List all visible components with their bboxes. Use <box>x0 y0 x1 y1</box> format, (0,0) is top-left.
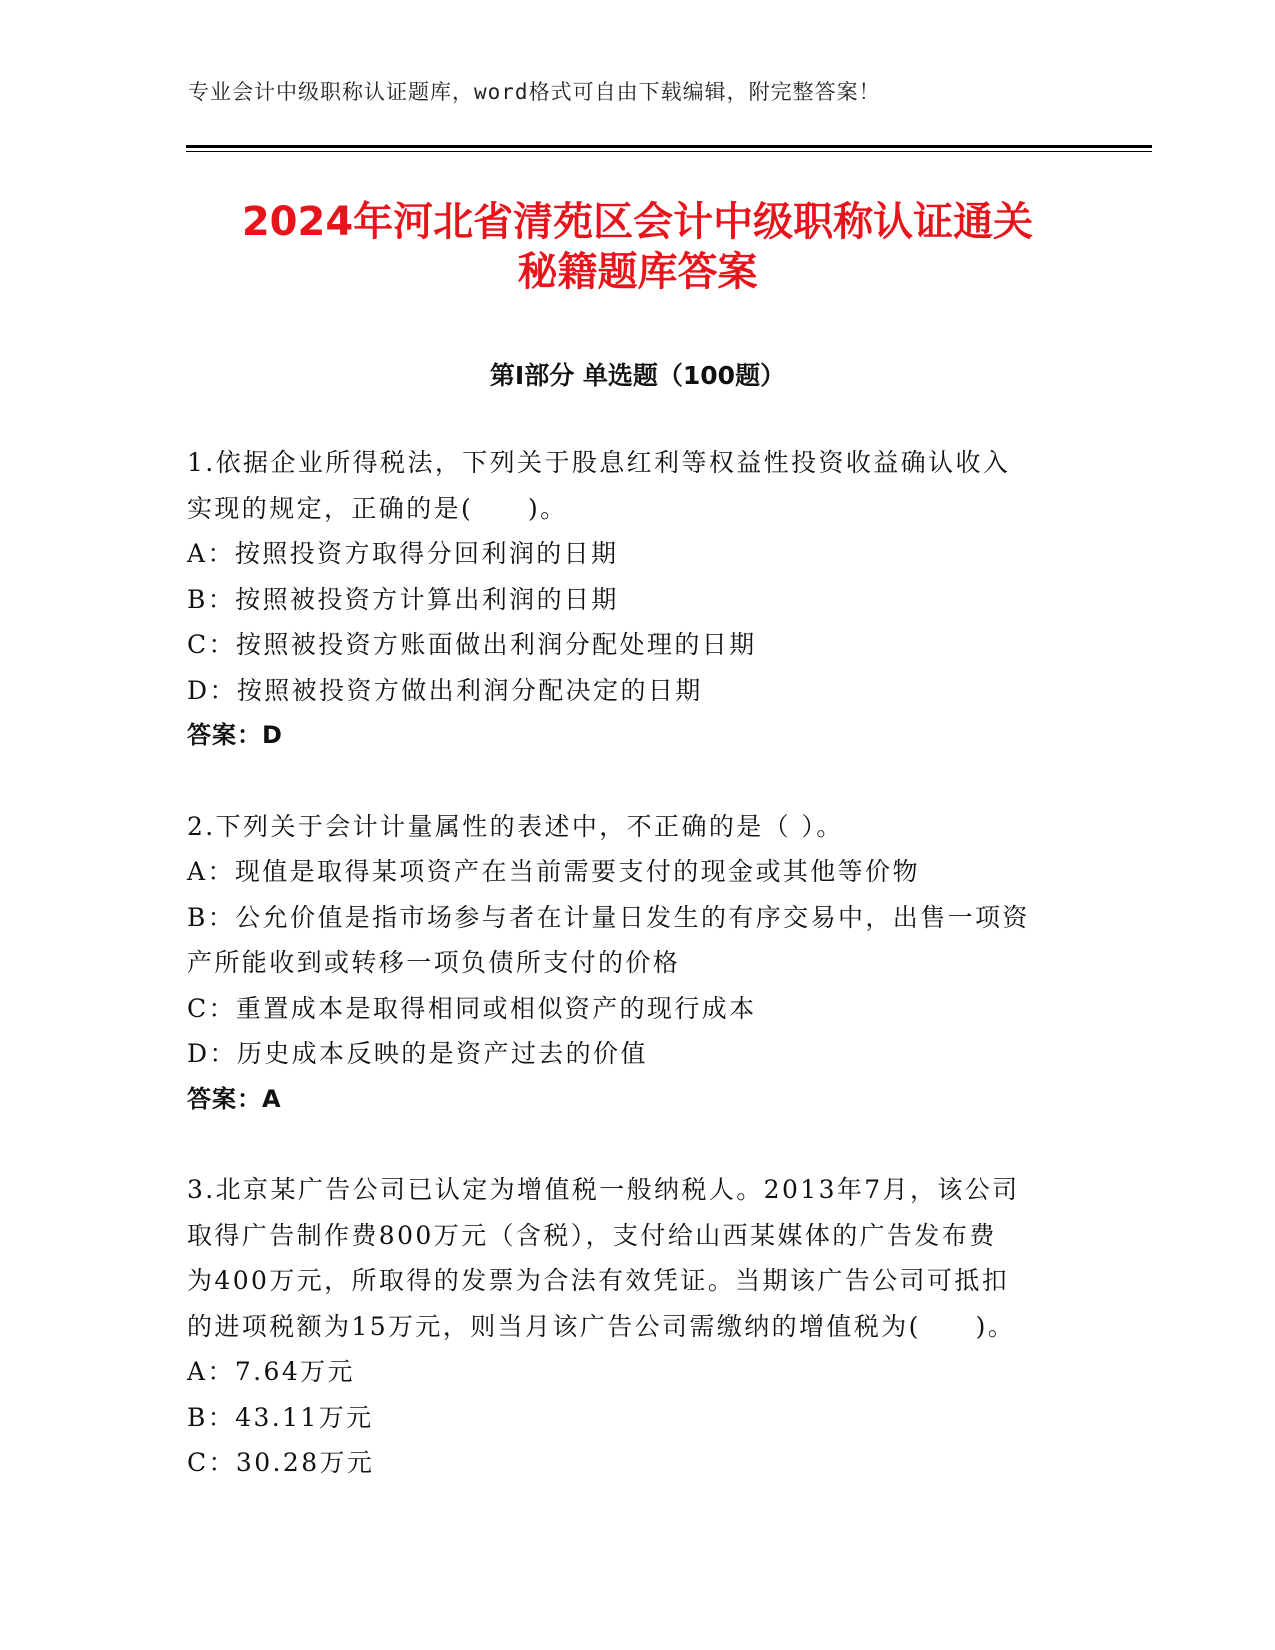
answer-line <box>187 1077 1067 1123</box>
option-c: C：按照被投资方账面做出利润分配处理的日期 <box>187 630 757 659</box>
question-2 <box>187 804 1067 1123</box>
question-list <box>187 440 1067 1486</box>
option-a: A：7.64万元 <box>187 1357 355 1386</box>
question-stem-line: 3.北京某广告公司已认定为增值税一般纳税人。2013年7月，该公司 <box>187 1175 1020 1204</box>
question-3 <box>187 1167 1067 1486</box>
answer-value: D <box>262 721 283 749</box>
spacer <box>187 759 1067 804</box>
header-divider-thick <box>186 145 1152 148</box>
option-b: B：43.11万元 <box>187 1402 374 1432</box>
answer-line <box>187 713 1067 759</box>
question-stem-line: 的进项税额为15万元，则当月该广告公司需缴纳的增值税为( )。 <box>187 1311 1016 1341</box>
title-line-2: 秘籍题库答案 <box>517 249 758 295</box>
document-title <box>120 197 1155 297</box>
answer-value: A <box>262 1084 282 1113</box>
question-1 <box>187 440 1067 759</box>
option-c: C：30.28万元 <box>187 1448 375 1477</box>
question-stem-line: 2.下列关于会计计量属性的表述中，不正确的是（ ）。 <box>187 811 844 841</box>
option-c: C：重置成本是取得相同或相似资产的现行成本 <box>187 993 757 1023</box>
question-stem-line: 取得广告制作费800万元（含税），支付给山西某媒体的广告发布费 <box>187 1220 997 1250</box>
option-d: D：按照被投资方做出利润分配决定的日期 <box>187 675 703 705</box>
header-note: 专业会计中级职称认证题库，word格式可自由下载编辑，附完整答案！ <box>188 80 881 104</box>
title-line-1: 2024年河北省清苑区会计中级职称认证通关 <box>241 199 1034 245</box>
question-stem-line: 实现的规定，正确的是( )。 <box>187 493 568 523</box>
option-d: D：历史成本反映的是资产过去的价值 <box>187 1039 648 1068</box>
option-b: B：按照被投资方计算出利润的日期 <box>187 584 619 614</box>
question-stem-line: 为400万元，所取得的发票为合法有效凭证。当期该广告公司可抵扣 <box>187 1266 1010 1295</box>
section-heading: 第Ⅰ部分 单选题（100题） <box>489 361 786 390</box>
answer-label: 答案： <box>187 721 262 749</box>
option-a: A：按照投资方取得分回利润的日期 <box>187 539 619 568</box>
spacer <box>187 1122 1067 1167</box>
option-b: B：公允价值是指市场参与者在计量日发生的有序交易中，出售一项资 <box>187 902 1030 932</box>
header-divider-thin <box>186 151 1152 152</box>
option-a: A：现值是取得某项资产在当前需要支付的现金或其他等价物 <box>187 857 920 886</box>
question-stem-line: 1.依据企业所得税法，下列关于股息红利等权益性投资收益确认收入 <box>187 448 1011 477</box>
option-b-continued: 产所能收到或转移一项负债所支付的价格 <box>187 948 681 977</box>
answer-label: 答案： <box>187 1084 262 1113</box>
